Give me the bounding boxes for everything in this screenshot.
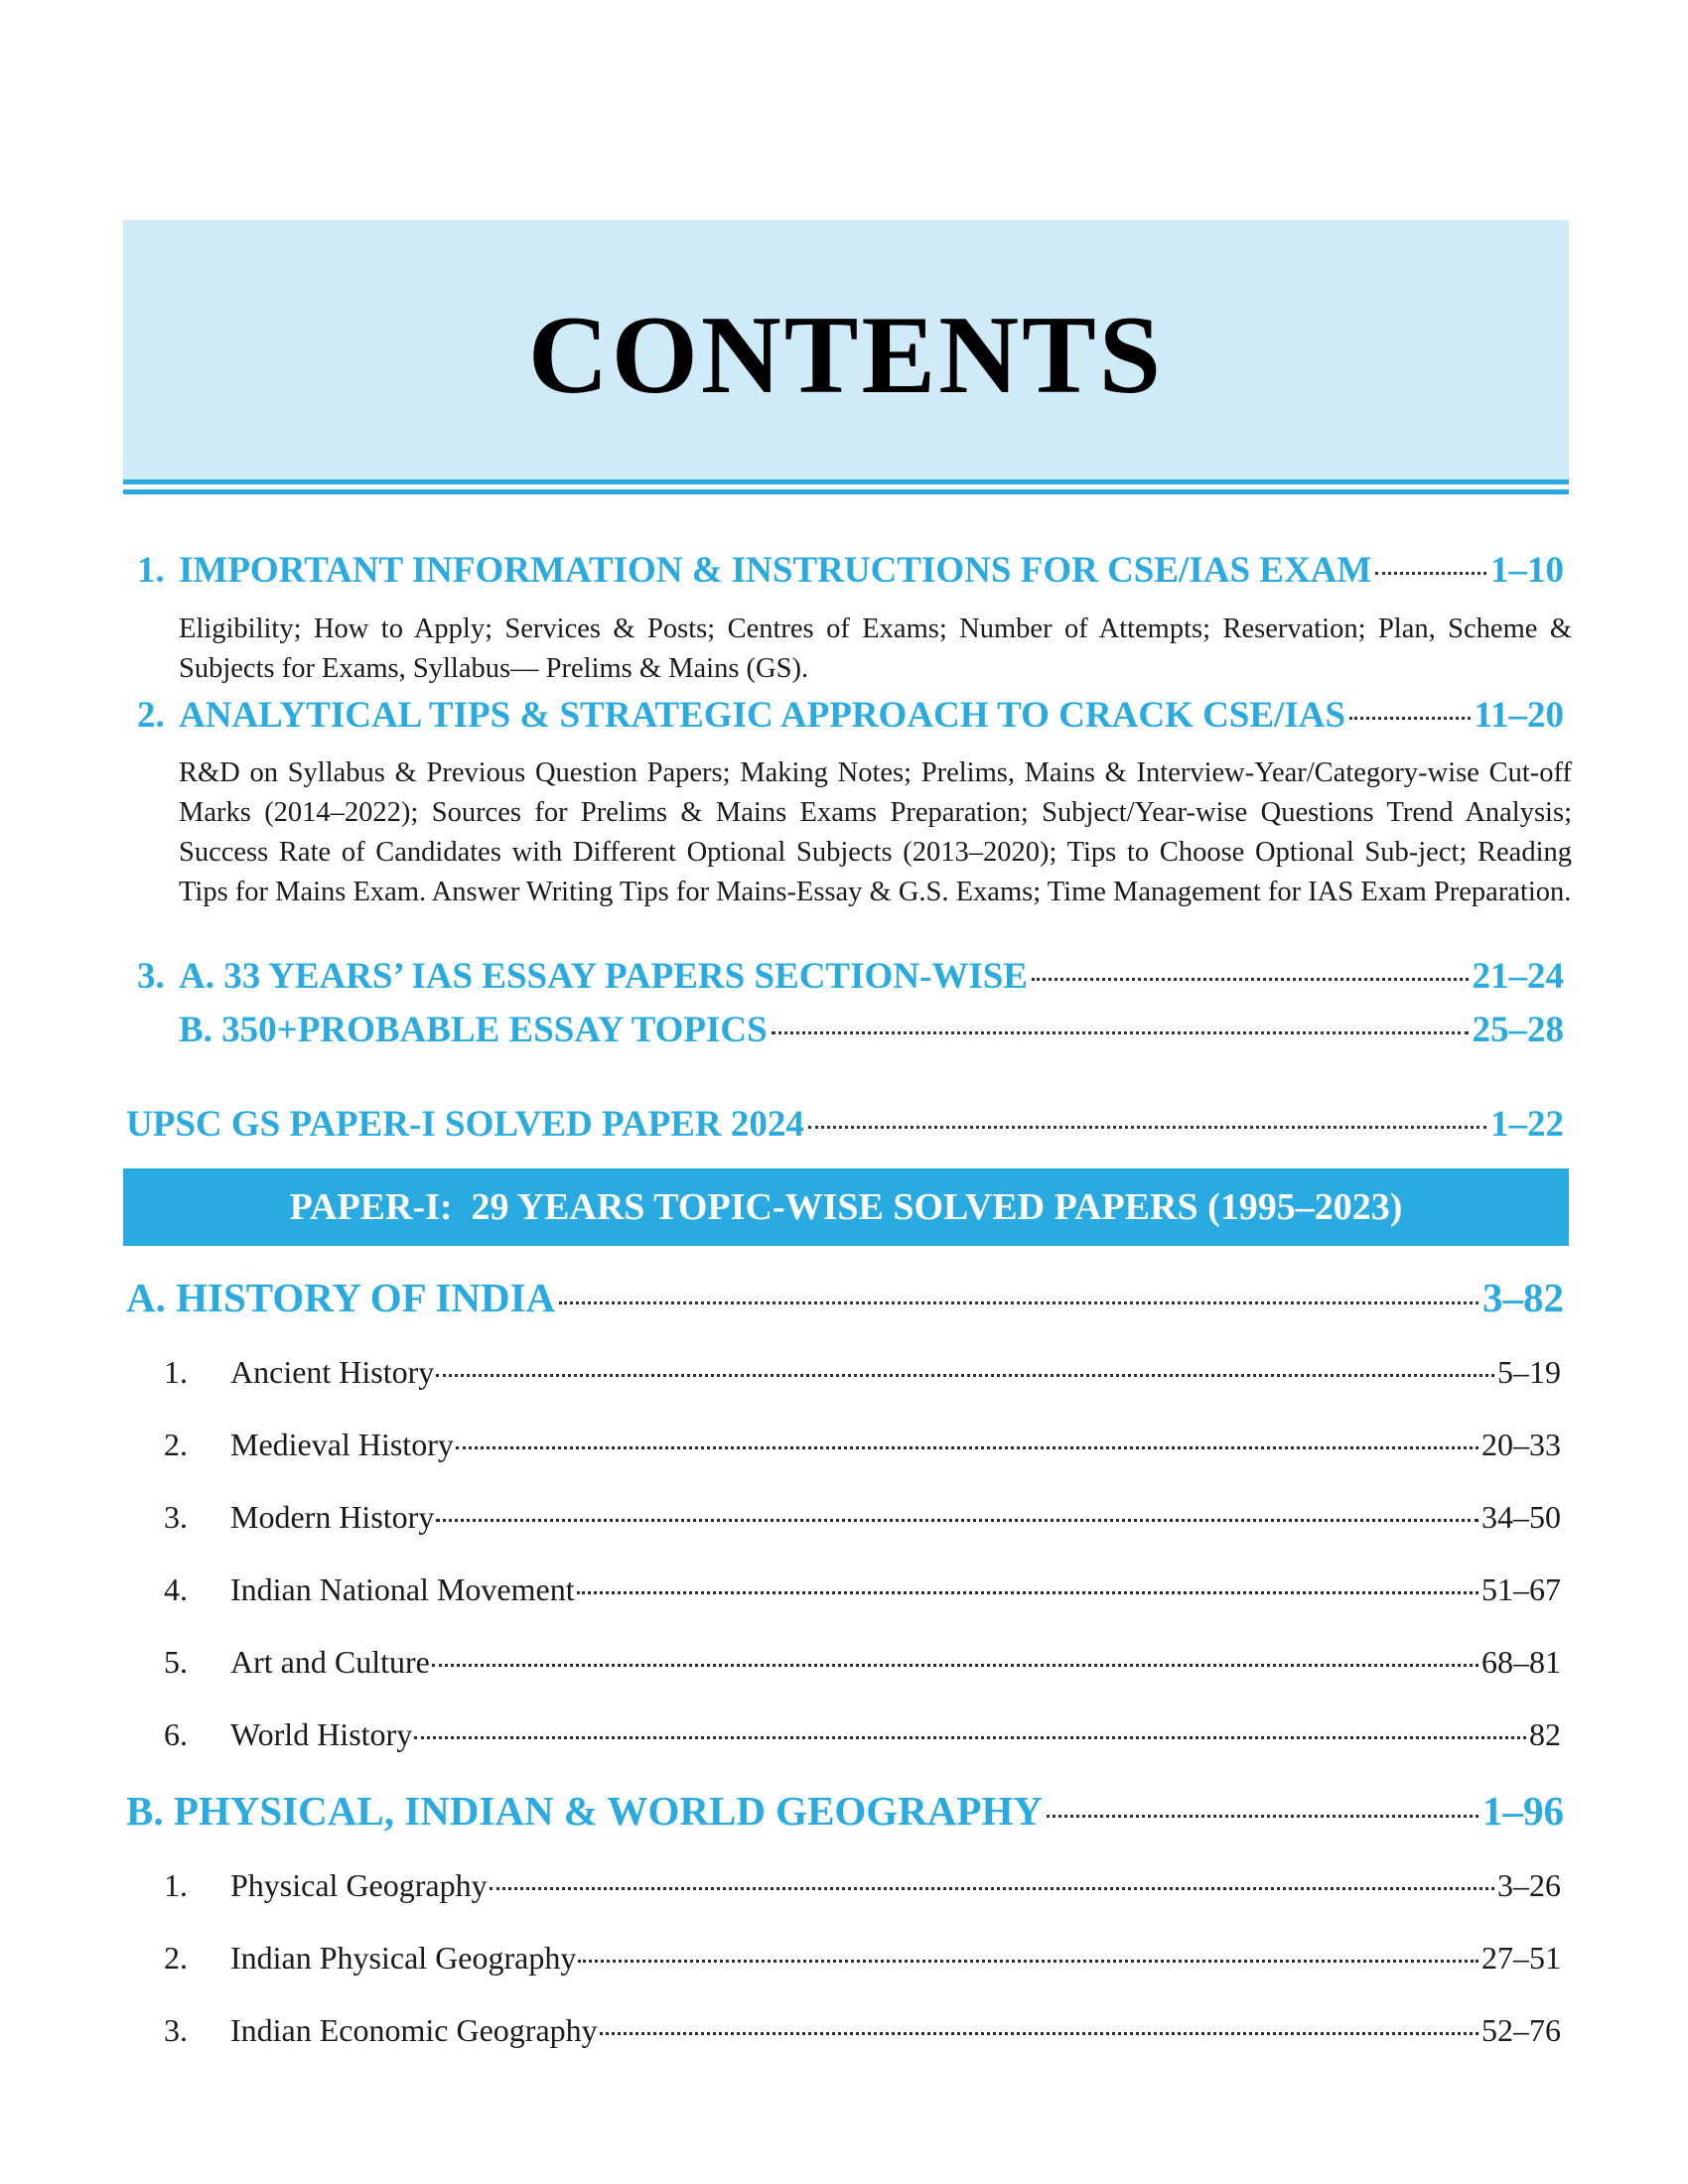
section-description: R&D on Syllabus & Previous Question Papers; Making Notes; Prelims, Mains & Interview-Year/Category-wise Cut-off Marks (2014–2022); Sources for Prelims & Mains Exams Preparation; Subject/Year-wise Questions Trend Analysis; Success Rate of Candidates with Different Optional Subjects (2013–2020); Tips to Choose Optional Sub-ject; Reading Tips for Mains Exam. Answer Writing Tips for Mains-Essay & G.S. Exams; Time Management for IAS Exam Preparation. [179,757,1572,907]
page-range: 11–20 [1474,695,1564,736]
item-title: World History [230,1716,413,1752]
page-range: 68–81 [1481,1644,1561,1680]
dot-leader [1349,717,1471,720]
section-title: ANALYTICAL TIPS & STRATEGIC APPROACH TO CRACK CSE/IAS [179,695,1346,736]
section-title: A. 33 YEARS’ IAS ESSAY PAPERS SECTION-WISE [179,956,1028,997]
item-title: Physical Geography [230,1867,488,1903]
item-number: 5. [164,1644,188,1680]
toc-item-indian-economic-geography[interactable] [164,2012,1561,2049]
toc-upsc-solved-paper[interactable] [126,1103,1564,1146]
item-number: 4. [164,1571,188,1607]
toc-part-a[interactable] [126,1274,1564,1321]
page-range: 34–50 [1481,1499,1561,1535]
page-range: 27–51 [1481,1940,1561,1976]
dot-leader [1032,978,1469,981]
item-title: Ancient History [230,1354,435,1390]
dot-leader [1047,1815,1478,1818]
item-number: 3. [164,2012,188,2048]
dot-leader [772,1031,1469,1034]
item-number: 2. [164,1940,188,1976]
toc-item-medieval-history[interactable] [164,1427,1561,1463]
toc-item-indian-physical-geography[interactable] [164,1940,1561,1977]
toc-item-ancient-history[interactable] [164,1354,1561,1391]
section-title: B. 350+PROBABLE ESSAY TOPICS [179,1010,768,1050]
page-range: 52–76 [1481,2012,1561,2048]
dot-leader [600,2032,1478,2035]
item-number: 2. [164,1427,188,1462]
dot-leader [578,1960,1478,1963]
item-number: 3. [164,1499,188,1535]
dot-leader [436,1374,1494,1377]
toc-item-national-movement[interactable] [164,1571,1561,1608]
toc-section-1[interactable] [137,549,1564,592]
section-description: Eligibility; How to Apply; Services & Posts; Centres of Exams; Number of Attempts; Reservation; Plan, Scheme & Subjects for Exams, Syllabus— Prelims & Mains (GS). [179,614,1572,684]
header-divider [123,479,1569,484]
dot-leader [456,1446,1478,1449]
item-number: 1. [164,1354,188,1390]
toc-item-art-culture[interactable] [164,1644,1561,1681]
part-title: A. HISTORY OF INDIA [126,1275,556,1320]
part-title: B. PHYSICAL, INDIAN & WORLD GEOGRAPHY [126,1788,1043,1834]
item-title: Indian Economic Geography [230,2012,598,2048]
page-range: 20–33 [1481,1427,1561,1462]
paper-banner: PAPER-I: 29 YEARS TOPIC-WISE SOLVED PAPERS (1995–2023) [123,1168,1569,1246]
section-number: 1. [137,550,165,591]
page-range: 25–28 [1472,1010,1564,1050]
dot-leader [436,1519,1478,1522]
page-range: 5–19 [1497,1354,1561,1390]
section-title: IMPORTANT INFORMATION & INSTRUCTIONS FOR CSE/IAS EXAM [179,550,1372,591]
page-title: CONTENTS [527,294,1165,417]
item-title: Medieval History [230,1427,454,1462]
item-title: Indian National Movement [230,1571,575,1607]
contents-header [123,220,1569,479]
page-range: 82 [1529,1716,1561,1752]
section-title: UPSC GS PAPER-I SOLVED PAPER 2024 [126,1104,804,1145]
section-number: 2. [137,695,165,736]
toc-item-modern-history[interactable] [164,1499,1561,1536]
page-range: 3–26 [1497,1867,1561,1903]
toc-item-physical-geography[interactable] [164,1867,1561,1904]
section-number: 3. [137,956,165,997]
dot-leader [1375,572,1486,575]
item-title: Indian Physical Geography [230,1940,577,1976]
page-range: 21–24 [1472,956,1564,997]
toc-section-3b[interactable] [179,1009,1564,1051]
page-range: 1–22 [1490,1104,1564,1145]
page-range: 3–82 [1482,1275,1564,1320]
item-title: Art and Culture [230,1644,430,1680]
header-divider [123,489,1569,494]
toc-part-b[interactable] [126,1787,1564,1835]
page-range: 51–67 [1481,1571,1561,1607]
dot-leader [432,1664,1478,1667]
page-range: 1–96 [1482,1788,1564,1834]
dot-leader [490,1887,1494,1890]
item-number: 1. [164,1867,188,1903]
item-title: Modern History [230,1499,435,1535]
toc-section-2[interactable] [137,694,1564,737]
toc-section-3a[interactable] [137,955,1564,998]
dot-leader [414,1736,1526,1739]
page-range: 1–10 [1490,550,1564,591]
dot-leader [808,1126,1486,1129]
dot-leader [577,1591,1478,1594]
toc-item-world-history[interactable] [164,1716,1561,1753]
dot-leader [559,1301,1478,1304]
item-number: 6. [164,1716,188,1752]
